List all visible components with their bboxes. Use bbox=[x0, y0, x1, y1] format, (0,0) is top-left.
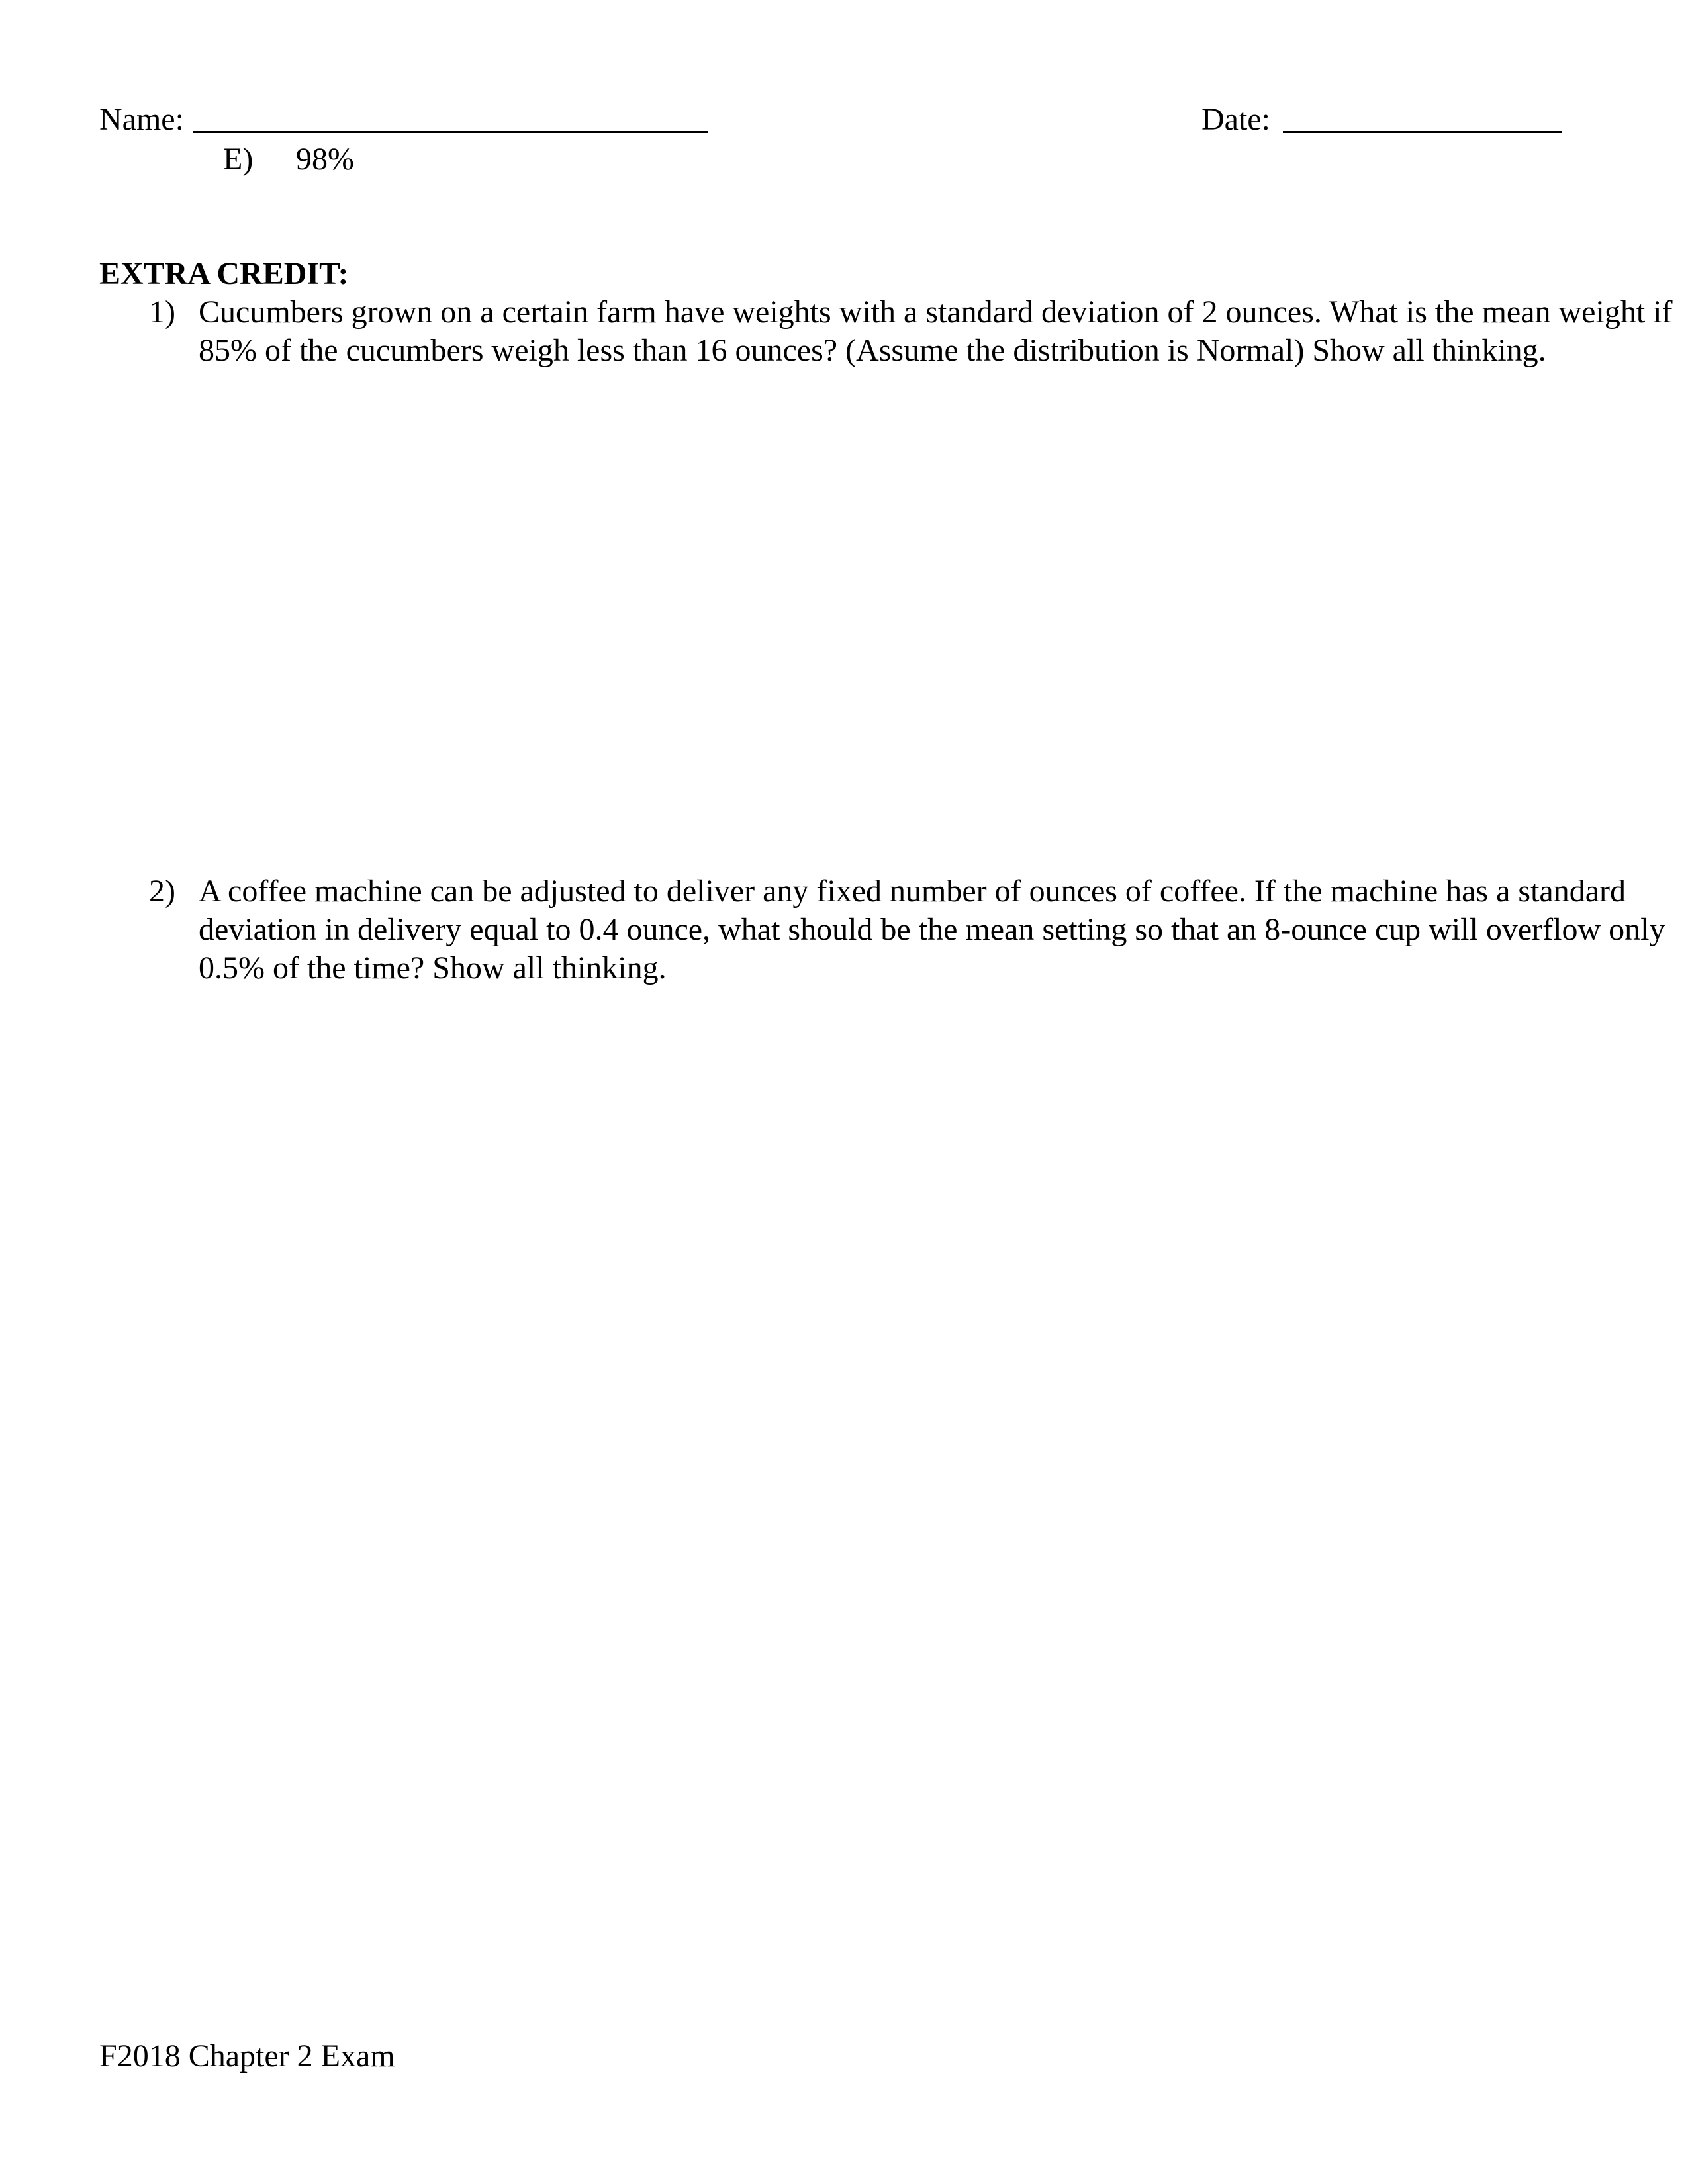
name-label: Name: bbox=[99, 102, 184, 137]
question-1-number: 1) bbox=[149, 295, 175, 330]
choice-value: 98% bbox=[296, 142, 354, 177]
choice-letter: E) bbox=[223, 142, 254, 177]
question-2-text: A coffee machine can be adjusted to deliver any fixed number of ounces of coffee. If the machine has a standard deviation in delivery equal to 0.4 ounce, what should be the mean setting so that an 8-ounce cup will overflow only 0.5% of the time? Show all thinking. bbox=[199, 874, 1665, 985]
footer-exam-title: F2018 Chapter 2 Exam bbox=[99, 2038, 395, 2073]
name-blank-line bbox=[193, 131, 708, 133]
question-1-text: Cucumbers grown on a certain farm have weights with a standard deviation of 2 ounces. What is the mean weight if 85% of the cucumbers weigh less than 16 ounces? (Assume the distribution is Normal) Show all thinking. bbox=[199, 295, 1673, 368]
date-blank-line bbox=[1283, 131, 1562, 133]
question-2-number: 2) bbox=[149, 874, 175, 909]
date-label: Date: bbox=[1201, 102, 1270, 137]
extra-credit-heading: EXTRA CREDIT: bbox=[99, 256, 349, 291]
